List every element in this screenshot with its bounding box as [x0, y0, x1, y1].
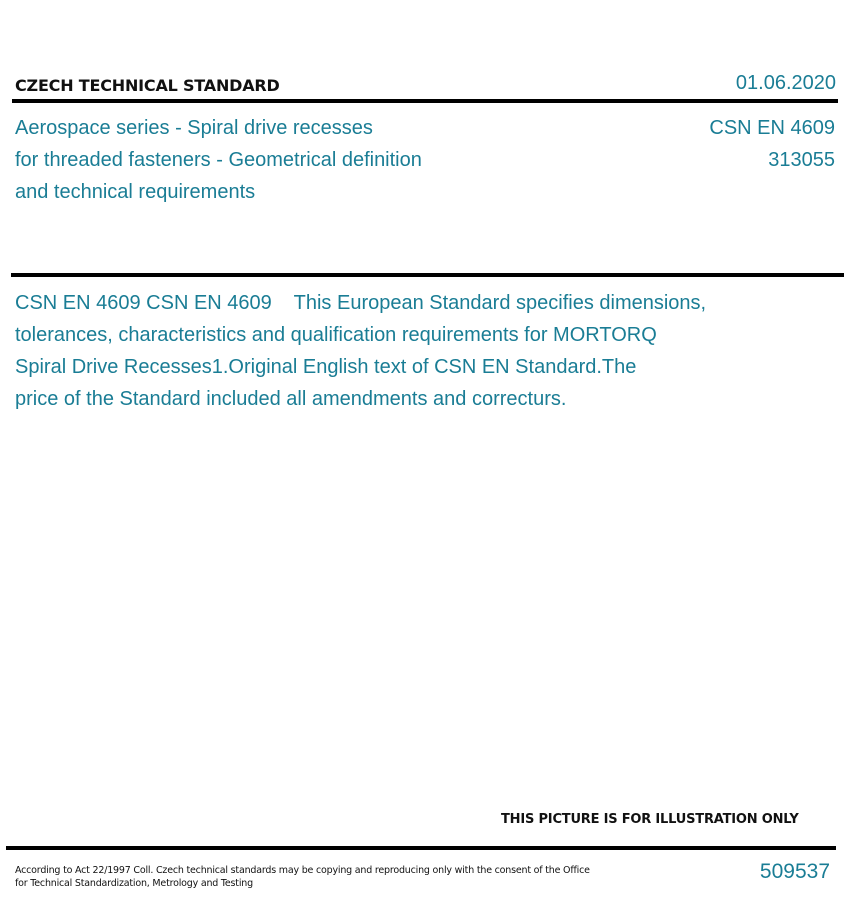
title-divider: [11, 273, 844, 277]
illustration-note: THIS PICTURE IS FOR ILLUSTRATION ONLY: [501, 812, 799, 827]
legal-notice-line: for Technical Standardization, Metrology and Testing: [15, 878, 253, 889]
title-line: for threaded fasteners - Geometrical definition: [15, 149, 422, 171]
publication-date: 01.06.2020: [735, 72, 836, 94]
title-line: Aerospace series - Spiral drive recesses: [15, 117, 373, 139]
description-line: CSN EN 4609 CSN EN 4609 This European Standard specifies dimensions,: [15, 292, 707, 314]
title-line: and technical requirements: [15, 181, 256, 203]
standard-code: CSN EN 4609: [709, 117, 835, 139]
description-line: price of the Standard included all amendments and correcturs.: [15, 388, 567, 410]
footer-divider: [6, 846, 836, 850]
legal-notice-line: According to Act 22/1997 Coll. Czech technical standards may be copying and reproducing only with the consent of the Office: [15, 865, 590, 876]
document-type-label: CZECH TECHNICAL STANDARD: [15, 76, 280, 95]
catalog-number: 509537: [759, 860, 830, 883]
description-line: tolerances, characteristics and qualification requirements for MORTORQ: [15, 324, 657, 346]
class-number: 313055: [768, 149, 835, 171]
header-divider: [12, 99, 838, 103]
description-line: Spiral Drive Recesses1.Original English text of CSN EN Standard.The: [15, 356, 637, 378]
